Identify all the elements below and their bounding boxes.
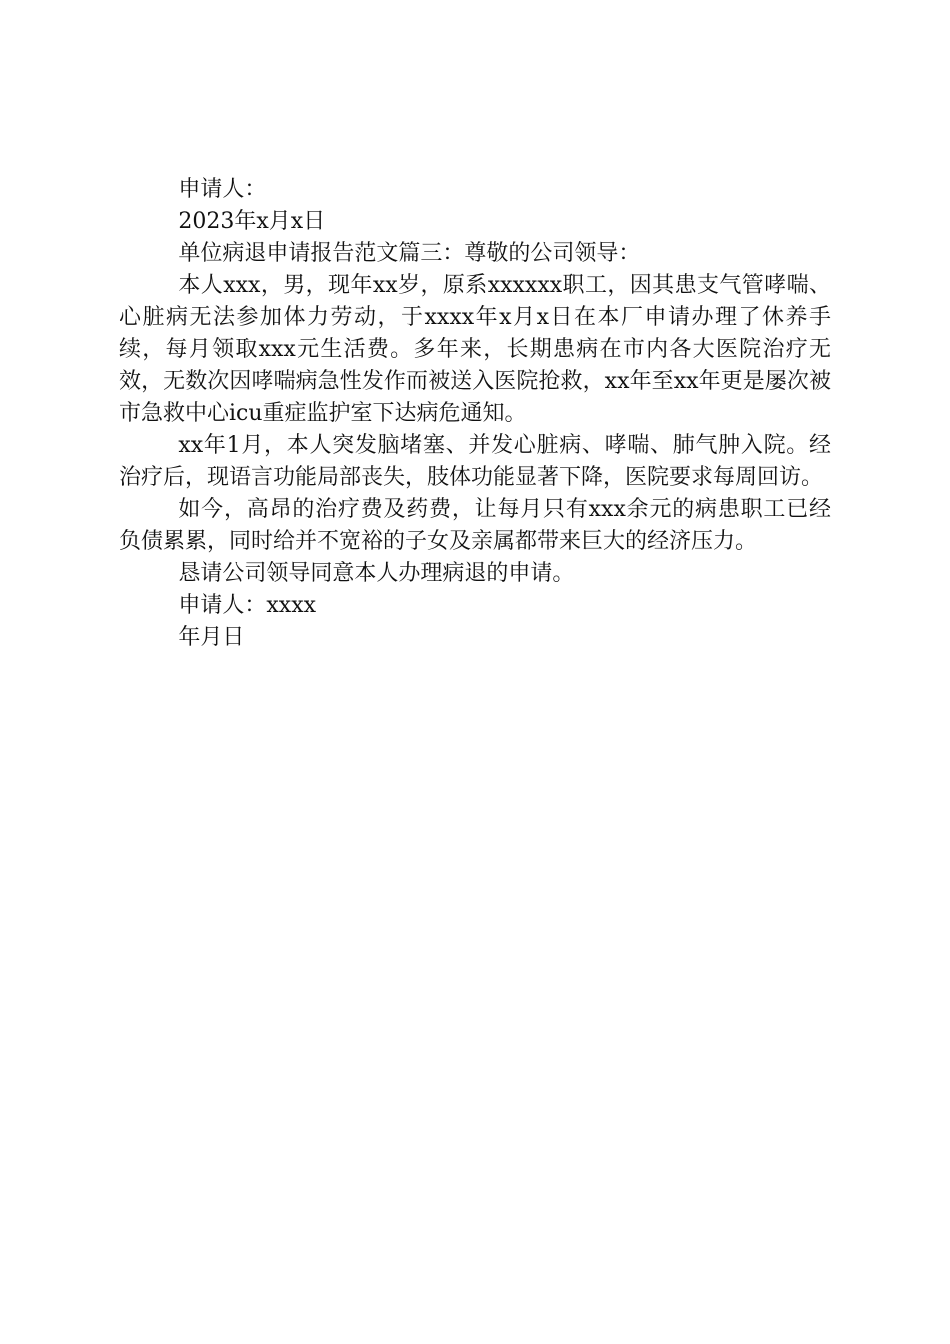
applicant-signature: 申请人：xxxx: [178, 593, 317, 618]
date-line-bottom: 年月日: [178, 625, 245, 650]
document-body: [119, 174, 831, 654]
date-line-top: 2023年x月x日: [178, 209, 326, 234]
applicant-label-top: 申请人：: [178, 177, 267, 202]
request-line: 恳请公司领导同意本人办理病退的申请。: [178, 561, 575, 586]
section-heading-salutation: 单位病退申请报告范文篇三：尊敬的公司领导：: [178, 241, 641, 266]
body-paragraph-3: 如今，高昂的治疗费及药费，让每月只有xxx余元的病患职工已经负债累累，同时给并不宽裕的子女及亲属都带来巨大的经济压力。: [119, 497, 831, 554]
body-paragraph-2: xx年1月，本人突发脑堵塞、并发心脏病、哮喘、肺气肿入院。经治疗后，现语言功能局部丧失，肢体功能显著下降，医院要求每周回访。: [119, 433, 831, 490]
body-paragraph-1: 本人xxx，男，现年xx岁，原系xxxxxx职工，因其患支气管哮喘、心脏病无法参加体力劳动，于xxxx年x月x日在本厂申请办理了休养手续，每月领取xxx元生活费。多年来，长期患病在市内各大医院治疗无效，无数次因哮喘病急性发作而被送入医院抢救，xx年至xx年更是屡次被市急救中心icu重症监护室下达病危通知。: [119, 273, 831, 426]
